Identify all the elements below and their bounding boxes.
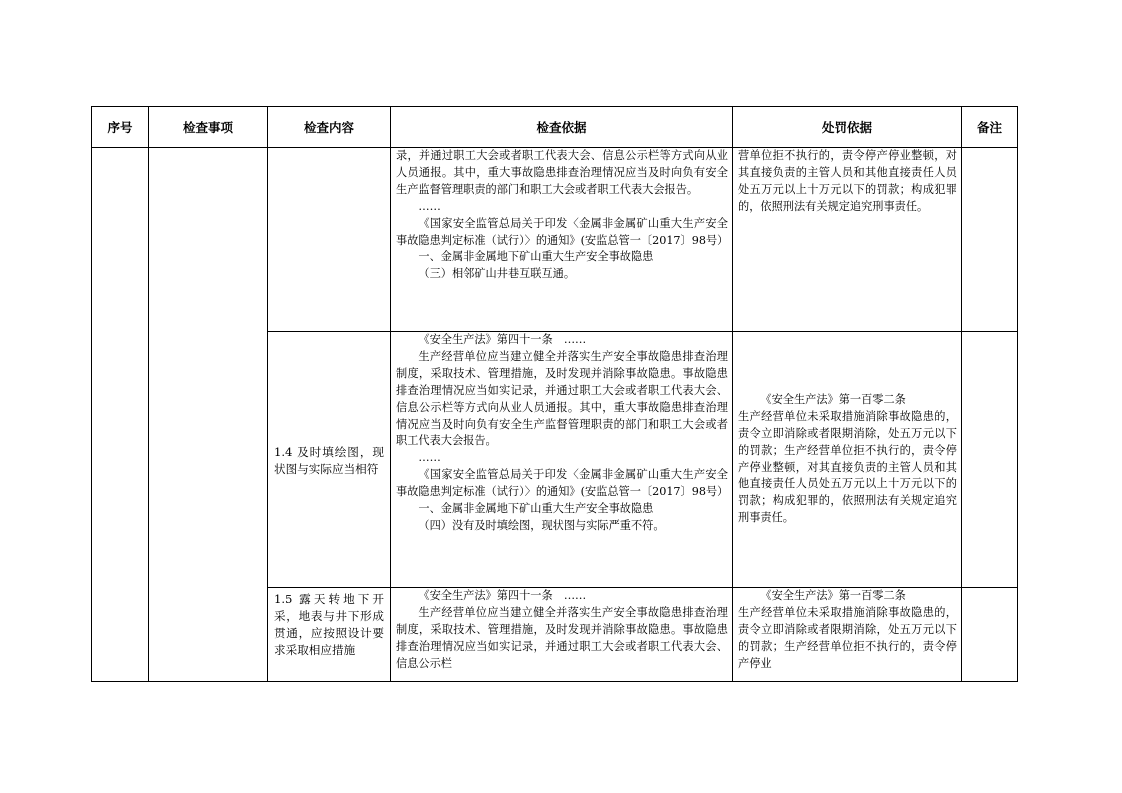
header-inspection-item: 检查事项 xyxy=(149,107,268,148)
basis-paragraph: 《安全生产法》第四十一条 …… xyxy=(418,589,587,602)
inspection-table xyxy=(91,106,1018,682)
penalty-basis-cell xyxy=(733,588,962,682)
inspection-basis-cell xyxy=(391,588,733,682)
inspection-content-text: 1.4 及时填绘图，现状图与实际应当相符 xyxy=(274,445,384,476)
penalty-basis-cell xyxy=(733,332,962,588)
inspection-content-cell xyxy=(268,148,391,332)
basis-paragraph: 生产经营单位应当建立健全并落实生产安全事故隐患排查治理制度，采取技术、管理措施，及时发现并消除事故隐患。事故隐患排查治理情况应当如实记录，并通过职工大会或者职工代表大会、信息公示栏 xyxy=(396,605,728,670)
remarks-cell xyxy=(962,332,1018,588)
penalty-basis-cell xyxy=(733,148,962,332)
penalty-paragraph: 生产经营单位未采取措施消除事故隐患的，责令立即消除或者限期消除，处五万元以下的罚款；生产经营单位拒不执行的，责令停产停业整顿，对其直接负责的主管人员和其他直接责任人员处五万元以上十万元以下的罚款；构成犯罪的，依照刑法有关规定追究刑事责任。 xyxy=(738,409,957,525)
penalty-paragraph: 《安全生产法》第一百零二条 xyxy=(760,392,906,406)
basis-ellipsis: …… xyxy=(418,451,441,465)
inspection-item-cell xyxy=(149,148,268,682)
header-penalty-basis: 处罚依据 xyxy=(733,107,962,148)
header-inspection-basis: 检查依据 xyxy=(391,107,733,148)
serial-number-cell xyxy=(92,148,149,682)
basis-paragraph: 一、金属非金属地下矿山重大生产安全事故隐患 xyxy=(418,250,654,264)
basis-paragraph: 生产经营单位应当建立健全并落实生产安全事故隐患排查治理制度，采取技术、管理措施，及时发现并消除事故隐患。事故隐患排查治理情况应当如实记录，并通过职工大会或者职工代表大会、信息公示栏等方式向从业人员通报。其中，重大事故隐患排查治理情况应当及时向负有安全生产监督管理职责的部门和职工大会或者职工代表大会报告。 xyxy=(396,349,728,448)
table-row xyxy=(92,148,1018,332)
basis-paragraph: 《安全生产法》第四十一条 …… xyxy=(418,333,587,346)
header-inspection-content: 检查内容 xyxy=(268,107,391,148)
inspection-content-cell xyxy=(268,588,391,682)
inspection-basis-cell xyxy=(391,332,733,588)
inspection-content-text: 1.5 露天转地下开采，地表与井下形成贯通，应按照设计要求采取相应措施 xyxy=(274,592,384,657)
basis-paragraph: 《国家安全监管总局关于印发〈金属非金属矿山重大生产安全事故隐患判定标准（试行）〉的通知》(安监总管一〔2017〕98号） xyxy=(396,216,729,247)
penalty-paragraph: 营单位拒不执行的，责令停产停业整顿，对其直接负责的主管人员和其他直接责任人员处五万元以上十万元以下的罚款；构成犯罪的，依照刑法有关规定追究刑事责任。 xyxy=(738,149,957,213)
remarks-cell xyxy=(962,148,1018,332)
penalty-paragraph: 生产经营单位未采取措施消除事故隐患的，责令立即消除或者限期消除，处五万元以下的罚款；生产经营单位拒不执行的，责令停产停业 xyxy=(738,605,957,670)
basis-paragraph: 录，并通过职工大会或者职工代表大会、信息公示栏等方式向从业人员通报。其中，重大事故隐患排查治理情况应当及时向负有安全生产监督管理职责的部门和职工大会或者职工代表大会报告。 xyxy=(396,149,728,196)
basis-paragraph: 《国家安全监管总局关于印发〈金属非金属矿山重大生产安全事故隐患判定标准（试行）〉的通知》(安监总管一〔2017〕98号） xyxy=(396,468,729,499)
penalty-paragraph: 《安全生产法》第一百零二条 xyxy=(760,589,906,602)
header-serial-number: 序号 xyxy=(92,107,149,148)
basis-paragraph: （三）相邻矿山井巷互联互通。 xyxy=(418,267,576,281)
header-remarks: 备注 xyxy=(962,107,1018,148)
basis-ellipsis: …… xyxy=(418,199,441,213)
inspection-content-cell xyxy=(268,332,391,588)
table-header-row xyxy=(92,107,1018,148)
basis-paragraph: 一、金属非金属地下矿山重大生产安全事故隐患 xyxy=(418,502,654,516)
basis-paragraph: （四）没有及时填绘图，现状图与实际严重不符。 xyxy=(418,518,665,532)
inspection-basis-cell xyxy=(391,148,733,332)
remarks-cell xyxy=(962,588,1018,682)
